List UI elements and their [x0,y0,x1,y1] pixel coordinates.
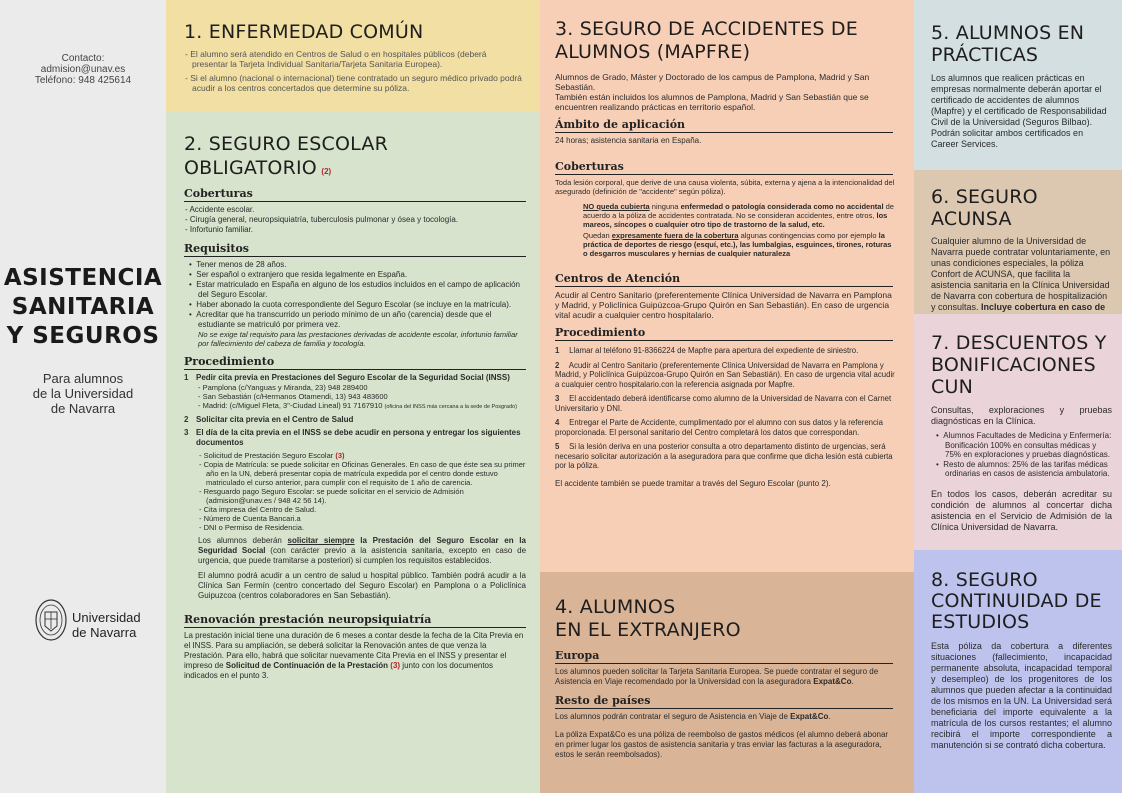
university-logo [34,598,154,648]
no-cubierta-text: NO queda cubierta ninguna enfermedad o patología considerada como no accidental de acuerdo a la póliza de accidentes contratada. No se consideran accidentes, entre otros, los mareos, síncopes o cualquier otro tipo de trastorno de la salud, etc. [583,202,894,229]
page-subtitle-line2: de la Universidad [32,386,134,401]
page-subtitle-line3: de Navarra [50,401,116,416]
panel-continuidad [914,550,1122,793]
documents-list [184,451,526,532]
procedimiento-step-1: 1 Pedir cita previa en Prestaciones del Seguro Escolar de la Seguridad Social (INSS) - Pamplona (c/Yanguas y Miranda, 23) 948 289400 - San Sebastián (c/Hermanos Otamendi, 13) 943 483600 - Madrid: (c/Miguel Fleta, 3"-Ciudad Lineal) 91 7167910 (oficina del INSS más cercana a la sede de Posgrado) [184,373,526,412]
list-item: 1 Llamar al teléfono 91-8366224 de Mapfre para apertura del expediente de siniestro. [555,346,859,355]
section-ambito: Ámbito de aplicación [555,118,893,133]
page-title [0,264,166,351]
panel-8-title: 8. SEGURO CONTINUIDAD DE ESTUDIOS [931,569,1102,633]
page-title-line2: SANITARIA [11,294,155,320]
panel-2-title: 2. SEGURO ESCOLAR OBLIGATORIO [184,133,388,179]
list-item: • Acreditar que ha transcurrido un periodo mínimo de un año (carencia) desde que el estudiante se matriculó por primera vez. [189,310,492,329]
panel-seguro-escolar [166,112,540,793]
centros-text: Acudir al Centro Sanitario (preferentemente Clínica Universidad de Navarra en Pamplona y Madrid, y Policlínica Guipúzcoa-Grupo Quirón en San Sebastián). En caso de urgencia vital acudir a cualquier centro hospitalario. [555,290,892,320]
section-renovacion: Renovación prestación neuropsiquiatría [184,613,526,628]
panel-4-title-line2: EN EL EXTRANJERO [555,619,741,641]
seguro-escolar-note-1: Los alumnos deberán solicitar siempre la Prestación del Seguro Escolar en la Seguridad Social (con carácter previo a la asistencia sanitaria, excepto en caso de urgencia, que puede tramitarse a posteriori) si cumplen los requisitos establecidos. [198,536,527,565]
list-item: • Haber abonado la cuota correspondiente del Seguro Escolar (se incluye en la matrícula). [189,300,512,309]
logo-text-line2: de Navarra [72,625,137,640]
coberturas-accidentes-text: Toda lesión corporal, que derive de una causa violenta, súbita, externa y ajena a la intencionalidad del asegurado (definición de "accidente" según póliza). [555,178,895,196]
renovacion-text: La prestación inicial tiene una duración de 6 meses a contar desde la fecha de la Cita Previa en el INSS. Para su ampliación, se deberá solicitar la Renovación antes de que venza la Prestación. Para ello, habrá que solicitar nuevamente Cita Previa en el INSS y presentar el impreso de Solicitud de Continuación de la Prestación (3) junto con los documentos indicados en el punto 3. [184,631,524,680]
panel-1-title: 1. ENFERMEDAD COMÚN [184,21,424,43]
panel-2-title-ref: (2) [321,167,332,176]
seguro-escolar-note-2: El alumno podrá acudir a un centro de salud u hospital público. También podrá acudir a la Clínica San Fermín (centro concertado del Seguro Escolar) en Pamplona o a Policlínica Guipuzcoa (centros colaboradores en San Sebastián). [198,571,526,600]
europa-text: Los alumnos pueden solicitar la Tarjeta Sanitaria Europea. Se puede contratar el seguro de Asistencia en Viaje recomendado por la Universidad con la aseguradora Expat&Co. [555,667,879,686]
descuentos-list [931,431,1112,479]
section-requisitos: Requisitos [184,242,526,257]
section-europa: Europa [555,649,893,664]
list-item: - Accidente escolar. [185,205,255,214]
page-title-line3: Y SEGUROS [6,323,160,349]
section-procedimiento: Procedimiento [184,355,526,370]
list-item: - Infortunio familiar. [185,225,254,234]
panel-acunsa [914,170,1122,314]
inss-office-madrid: - Madrid: (c/Miguel Fleta, 3"-Ciudad Lineal) 91 7167910 (oficina del INSS más cercana a la sede de Posgrado) [198,401,517,410]
inss-office-sansebastian: - San Sebastián (c/Hermanos Otamendi, 13) 943 483600 [198,392,388,401]
list-item: - Cita impresa del Centro de Salud. [199,505,317,514]
panel-descuentos [914,314,1122,550]
panel-7-title: 7. DESCUENTOS Y BONIFICACIONES CUN [931,332,1107,398]
list-item: • Estar matriculado en España en alguno de los estudios incluidos en el campo de aplicación del Seguro Escolar. [189,280,521,299]
accidentes-steps [555,346,898,471]
procedimiento-step-2: 2 Solicitar cita previa en el Centro de Salud [184,415,354,424]
section-procedimiento-accidentes: Procedimiento [555,326,893,341]
list-item: 5 Si la lesión deriva en una posterior consulta a otro departamento distinto de urgencias, será necesario solicitar autorización a la aseguradora para que confirme que dicha lesión está cubierta por la póliza. [555,442,893,470]
list-item: - Si el alumno (nacional o internacional) tiene contratado un seguro médico privado podrá acudir a los centros concertados que determine su póliza. [185,73,522,93]
descuentos-outro: En todos los casos, deberán acreditar su condición de alumnos al concertar dicha asistencia en el Servicio de Admisión de la Clínica Universidad de Navarra. [931,488,1112,532]
list-item: - Solicitud de Prestación Seguro Escolar (3) [199,451,345,460]
panel-4-title-line1: 4. ALUMNOS [555,596,676,618]
inss-office-pamplona: - Pamplona (c/Yanguas y Miranda, 23) 948 289400 [198,383,368,392]
list-item: • Ser español o extranjero que resida legalmente en España. [189,270,408,279]
panel-enfermedad-comun [166,0,540,112]
list-item: - Resguardo pago Seguro Escolar: se puede solicitar en el servicio de Admisión (admision@unav.es / 948 42 56 14). [199,487,464,505]
section-centros: Centros de Atención [555,272,893,287]
descuentos-intro: Consultas, exploraciones y pruebas diagnósticas en la Clínica. [931,405,1112,426]
list-item: • Resto de alumnos: 25% de las tarifas médicas ordinarias en casos de asistencia ambulatoria. [936,459,1110,478]
contact-email[interactable]: admision@unav.es [40,64,126,75]
page-subtitle-line1: Para alumnos [42,371,124,386]
list-item: 4 Entregar el Parte de Accidente, cumplimentado por el alumno con sus datos y la referencia proporcionada. El personal sanitario del Centro completará los datos que correspondan. [555,418,883,437]
list-item: - El alumno será atendido en Centros de Salud o en hospitales públicos (deberá presentar la Tarjeta Individual Sanitaria/Tarjeta Sanitaria Europea). [185,49,487,69]
list-item: - DNI o Permiso de Residencia. [199,523,305,532]
list-item: 2 Acudir al Centro Sanitario (preferentemente Clínica Universidad de Navarra en Pamplona y Madrid, y Policlínica Guipúzcoa-Grupo Quirón en San Sebastián). En caso de urgencia vital acudir a cualquier centro hospitalario.con la referencia asignada por Mapfre. [555,360,895,389]
resto-paises-text: Los alumnos podrán contratar el seguro de Asistencia en Viaje de Expat&Co. [555,712,831,721]
accidentes-intro-2: También están incluidos los alumnos de Pamplona, Madrid y San Sebastián que se encuentren realizando prácticas en territorio español. [555,92,869,112]
coberturas-list [184,205,526,235]
procedimiento-step-3: 3 El día de la cita previa en el INSS se debe acudir en persona y entregar los siguientes documentos - Solicitud de Prestación Seguro Escolar (3) - Copia de Matrícula: se puede solicitar en Oficinas Generales. En caso de que éste sea su primer año en la UN, deberá presentar copia de matrícula expedida por el centro donde estuvo matriculado el curso anterior, para cumplir con el requisito de 1 año de carencia. - Resguardo pago Seguro Escolar: se puede solicitar en el servicio de Admisión (admision@unav.es / 948 42 56 14). - Cita impresa del Centro de Salud. - Número de Cuenta Bancari.a - DNI o Permiso de Residencia. [184,428,526,532]
section-coberturas-accidentes: Coberturas [555,160,893,175]
section-coberturas: Coberturas [184,187,526,202]
list-item: • Alumnos Facultades de Medicina y Enfermería: Bonificación 100% en consultas médicas y 75% en exploraciones y pruebas diagnósticas. [936,431,1112,459]
list-item: • Tener menos de 28 años. [189,260,287,269]
page-subtitle [0,371,166,416]
panel-2-title-row [184,132,526,180]
acunsa-text: Cualquier alumno de la Universidad de Navarra puede contratar voluntariamente, en unas condiciones especiales, la póliza Confort de ACUNSA, que facilita la asistencia sanitaria en la Clínica Universidad de Navarra con cobertura de hospitalización y consultas. Incluye cobertura en caso de [931,236,1111,312]
ambito-text: 24 horas; asistencia sanitaria en España. [555,136,702,145]
panel-1-list [184,49,522,93]
accidentes-intro-1: Alumnos de Grado, Máster y Doctorado de los campus de Pamplona, Madrid y San Sebastián. [555,72,870,92]
panel-practicas [914,0,1122,170]
contact-phone: Teléfono: 948 425614 [34,75,132,86]
section-resto-paises: Resto de países [555,694,893,709]
panel-extranjero [540,572,914,793]
contact-label: Contacto: [61,53,105,64]
university-seal-icon [34,598,68,642]
left-sidebar [0,0,166,793]
requisitos-list [184,260,526,330]
excluidas-text: Quedan expresamente fuera de la cobertura algunas contingencias como por ejemplo la práctica de deportes de riesgo (esquí, etc.), las lumbalgias, esguinces, tirones, roturas o desgarros musculares y hernias de cualquier naturaleza [583,231,892,258]
list-item: - Cirugía general, neuropsiquiatría, tuberculosis pulmonar y ósea y tocología. [185,215,459,224]
continuidad-text: Esta póliza da cobertura a diferentes situaciones (fallecimiento, incapacidad permanente absoluta, incapacidad temporal y desempleo) de los progenitores de los alumnos que pueden afectar a la continuidad de los mismos en la UN. La Universidad será beneficiaria del importe equivalente a la matrícula de los cursos restantes; el alumno recibirá el importe correspondiente a manutención si se contrató dicha cobertura. [931,641,1112,750]
panel-seguro-accidentes [540,0,914,572]
practicas-text: Los alumnos que realicen prácticas en empresas normalmente deberán aportar el certificado de accidentes de alumnos (Mapfre) y el certificado de Responsabilidad Civil de la Universidad (Seguros Bilbao). Podrán solicitar ambos certificados en Career Services. [931,73,1107,149]
contact-block [0,53,166,86]
panel-3-title: 3. SEGURO DE ACCIDENTES DE ALUMNOS (MAPFRE) [555,18,858,63]
logo-text-line1: Universidad [72,610,141,625]
list-item: - Copia de Matrícula: se puede solicitar en Oficinas Generales. En caso de que éste sea su primer año en la UN, deberá presentar copia de matrícula expedida por el centro donde estuvo matriculado el curso anterior, para cumplir con el requisito de 1 año de carencia. [199,460,526,487]
requisitos-note: No se exige tal requisito para las prestaciones derivadas de accidente escolar, infortunio familiar por fallecimiento del cabeza de familia y tocología. [198,330,518,348]
list-item: 3 El accidentado deberá identificarse como alumno de la Universidad de Navarra con el Carnet Universitario y DNI. [555,394,892,413]
list-item: - Número de Cuenta Bancari.a [199,514,301,523]
accidentes-final-note: El accidente también se puede tramitar a través del Seguro Escolar (punto 2). [555,478,831,488]
panel-4-title [555,596,898,642]
panel-5-title: 5. ALUMNOS EN PRÁCTICAS [931,22,1085,66]
page-title-line1: ASISTENCIA [3,265,163,291]
panel-6-title: 6. SEGURO ACUNSA [931,186,1038,230]
expat-poliza-text: La póliza Expat&Co es una póliza de reembolso de gastos médicos (el alumno deberá abonar en primer lugar los gastos de asistencia sanitaria y tras enviar las facturas a la aseguradora, estos le serán reembolsados). [555,730,889,759]
